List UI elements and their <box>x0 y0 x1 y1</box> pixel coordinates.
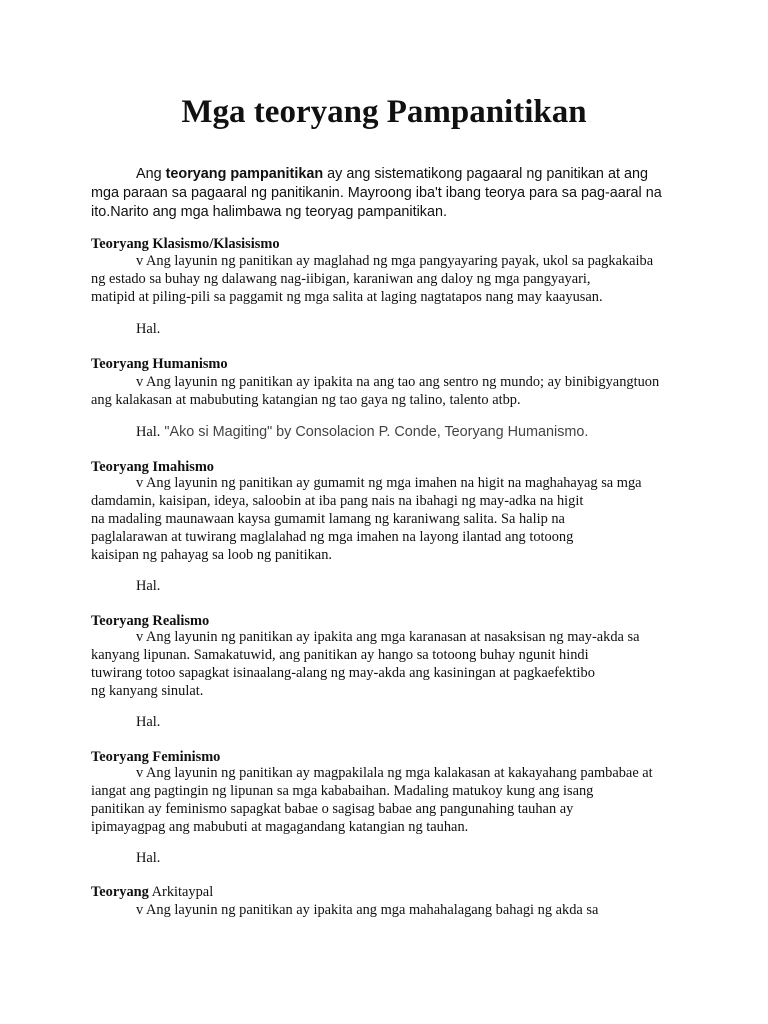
intro-prefix: Ang <box>136 166 166 182</box>
intro-bold-term: teoryang pampanitikan <box>165 166 324 182</box>
section-line: iangat ang pagtingin ng lipunan sa mga kababaihan. Madaling matukoy kung ang isang <box>91 783 594 799</box>
section-line: paglalarawan at tuwirang maglalahad ng mga imahen na layong ilantad ang totoong <box>91 529 574 545</box>
section-line: panitikan ay feminismo sapagkat babae o sagisag babae ang pangunahing tauhan ay <box>91 801 574 817</box>
section-body-arkitaypal <box>91 901 731 919</box>
section-line: v Ang layunin ng panitikan ay magpakilala ng mga kalakasan at kakayahang pambabae at <box>136 765 653 781</box>
intro-line-2: mga paraan sa pagaaral ng panitikanin. Mayroong iba't ibang teorya para sa pag-aaral na <box>91 185 662 201</box>
hal-imahismo: Hal. <box>136 578 161 594</box>
intro-line-1-rest: ay ang sistematikong pagaaral ng panitikan at ang <box>323 166 648 182</box>
intro-line-1 <box>91 165 731 184</box>
section-heading-feminismo: Teoryang Feminismo <box>91 749 221 765</box>
section-line: v Ang layunin ng panitikan ay gumamit ng mga imahen na higit na maghahayag sa mga <box>136 475 642 491</box>
hal-example: "Ako si Magiting" by Consolacion P. Conde, Teoryang Humanismo. <box>160 424 589 440</box>
section-line: matipid at piling-pili sa paggamit ng mga salita at laging nagtatapos nang may kaayusan. <box>91 289 603 305</box>
section-heading-arkitaypal <box>91 883 213 901</box>
hal-label: Hal. <box>136 424 161 440</box>
section-line: v Ang layunin ng panitikan ay maglahad ng mga pangyayaring payak, ukol sa pagkakaiba <box>136 253 654 269</box>
section-line: ang kalakasan at mabubuting katangian ng tao gaya ng talino, talento atbp. <box>91 392 521 408</box>
section-line: v Ang layunin ng panitikan ay ipakita na ang tao ang sentro ng mundo; ay binibigyangtuon <box>136 374 660 390</box>
section-body-realismo <box>91 628 731 700</box>
section-line: ipimayagpag ang mabubuti at magagandang katangian ng tauhan. <box>91 819 469 835</box>
heading-bold: Teoryang <box>91 884 149 900</box>
section-line: v Ang layunin ng panitikan ay ipakita ang mga karanasan at nasaksisan ng may-akda sa <box>136 629 640 645</box>
section-body-feminismo <box>91 764 731 836</box>
intro-paragraph <box>91 165 731 222</box>
section-body-klasismo <box>91 252 731 306</box>
section-heading-klasismo: Teoryang Klasismo/Klasisismo <box>91 236 280 252</box>
hal-humanismo <box>136 423 588 441</box>
section-line: ng estado sa buhay ng dalawang nag-iibigan, karaniwan ang daloy ng mga pangyayari, <box>91 271 591 287</box>
section-line: kaisipan ng pahayag sa loob ng panitikan. <box>91 547 332 563</box>
section-body-imahismo <box>91 474 731 564</box>
section-heading-imahismo: Teoryang Imahismo <box>91 459 215 475</box>
hal-realismo: Hal. <box>136 714 161 730</box>
hal-klasismo: Hal. <box>136 321 161 337</box>
section-line: v Ang layunin ng panitikan ay ipakita ang mga mahahalagang bahagi ng akda sa <box>136 902 599 918</box>
section-line: na madaling maunawaan kaysa gumamit lamang ng karaniwang salita. Sa halip na <box>91 511 565 527</box>
section-line: tuwirang totoo sapagkat isinaalang-alang ng may-akda ang kasiningan at pagkaefektibo <box>91 665 595 681</box>
section-heading-realismo: Teoryang Realismo <box>91 613 210 629</box>
section-line: kanyang lipunan. Samakatuwid, ang panitikan ay hango sa totoong buhay ngunit hindi <box>91 647 589 663</box>
section-line: ng kanyang sinulat. <box>91 683 204 699</box>
section-heading-humanismo: Teoryang Humanismo <box>91 356 228 372</box>
section-line: damdamin, kaisipan, ideya, saloobin at iba pang nais na ibahagi ng may-adka na higit <box>91 493 584 509</box>
section-body-humanismo <box>91 373 731 409</box>
intro-line-3: ito.Narito ang mga halimbawa ng teoryag pampanitikan. <box>91 204 447 220</box>
hal-feminismo: Hal. <box>136 850 161 866</box>
heading-normal: Arkitaypal <box>148 884 214 900</box>
page-title: Mga teoryang Pampanitikan <box>181 94 587 130</box>
